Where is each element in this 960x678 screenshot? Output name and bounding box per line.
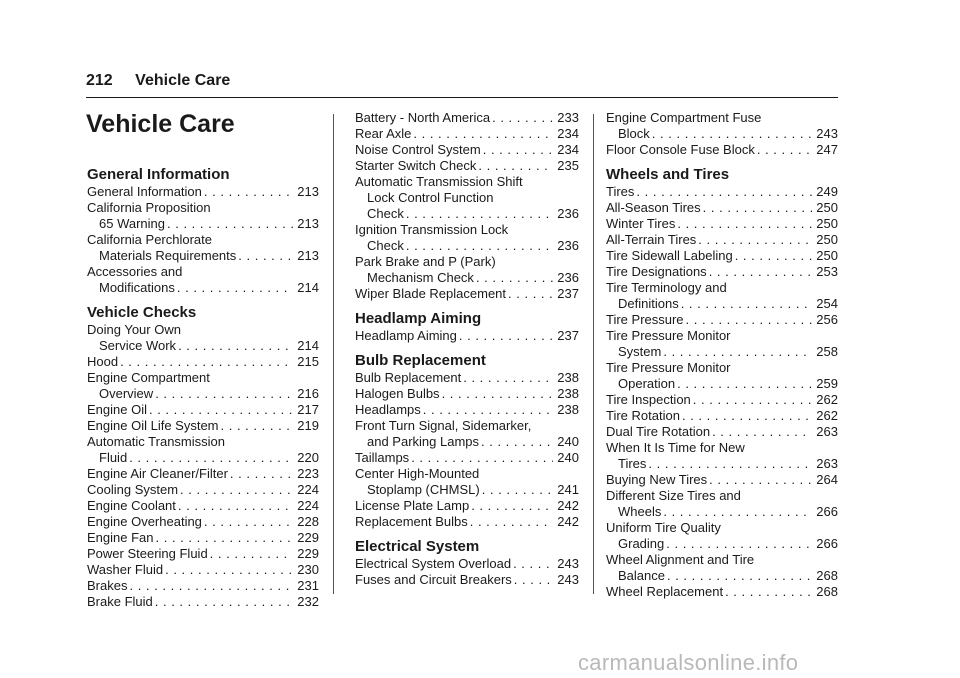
toc-entry	[355, 206, 579, 222]
toc-entry-label: Tires	[618, 456, 647, 471]
toc-page-number: 268	[816, 568, 838, 583]
toc-entry-text: Center High-Mounted	[355, 466, 480, 481]
dot-leader	[470, 514, 554, 530]
section-heading: Electrical System	[355, 538, 480, 555]
page-number: 212	[86, 72, 113, 89]
toc-entry-label: System	[618, 344, 662, 359]
toc-entry-label: Modifications	[99, 280, 175, 295]
toc-entry	[355, 450, 579, 466]
dot-leader	[238, 248, 293, 264]
toc-entry-label: Check	[367, 238, 404, 253]
toc-entry	[87, 498, 319, 514]
dot-leader	[663, 504, 812, 520]
dot-leader	[514, 572, 554, 588]
dot-leader	[677, 376, 812, 392]
dot-leader	[681, 296, 813, 312]
toc-entry	[87, 354, 319, 370]
toc-page-number: 240	[557, 450, 579, 465]
toc-page-number: 242	[557, 514, 579, 529]
toc-entry	[87, 514, 319, 530]
toc-page-number: 263	[816, 424, 838, 439]
toc-entry	[606, 408, 838, 424]
toc-entry-label: Taillamps	[355, 450, 410, 465]
toc-entry	[606, 568, 838, 584]
toc-page-number: 238	[557, 402, 579, 417]
toc-page-number: 237	[557, 286, 579, 301]
toc-entry-text: Different Size Tires and	[606, 488, 741, 503]
section-heading: Headlamp Aiming	[355, 310, 482, 327]
toc-entry-label: Check	[367, 206, 404, 221]
dot-leader	[666, 536, 812, 552]
toc-entry	[87, 482, 319, 498]
toc-entry-text: Engine Compartment	[87, 370, 210, 385]
toc-entry-text: Tire Pressure Monitor	[606, 360, 731, 375]
toc-entry-label: Cooling System	[87, 482, 179, 497]
toc-page-number: 268	[816, 584, 838, 599]
toc-page-number: 233	[557, 110, 579, 125]
toc-entry-label: Replacement Bulbs	[355, 514, 468, 529]
toc-entry	[606, 200, 838, 216]
dot-leader	[463, 370, 553, 386]
toc-entry	[606, 392, 838, 408]
toc-page-number: 236	[557, 270, 579, 285]
toc-column-1	[87, 166, 319, 610]
toc-page-number: 234	[557, 142, 579, 157]
toc-page-number: 237	[557, 328, 579, 343]
toc-entry-label: Engine Overheating	[87, 514, 202, 529]
dot-leader	[476, 270, 553, 286]
toc-page-number: 215	[297, 354, 319, 369]
toc-entry	[606, 536, 838, 552]
dot-leader	[682, 408, 812, 424]
toc-entry	[87, 450, 319, 466]
toc-entry	[87, 216, 319, 232]
dot-leader	[156, 530, 294, 546]
toc-entry-label: Battery - North America	[355, 110, 491, 125]
toc-page-number: 256	[816, 312, 838, 327]
toc-entry-label: Winter Tires	[606, 216, 676, 231]
toc-entry	[606, 232, 838, 248]
toc-entry-label: Engine Oil Life System	[87, 418, 219, 433]
dot-leader	[648, 456, 812, 472]
watermark: carmanualsonline.info	[578, 650, 799, 675]
toc-entry-label: Engine Fan	[87, 530, 154, 545]
toc-page-number: 231	[297, 578, 319, 593]
toc-entry-label: Stoplamp (CHMSL)	[367, 482, 480, 497]
toc-entry	[87, 418, 319, 434]
dot-leader	[686, 312, 813, 328]
toc-entry	[87, 562, 319, 578]
toc-entry-text: Ignition Transmission Lock	[355, 222, 509, 237]
page-header	[86, 72, 230, 90]
toc-entry	[87, 594, 319, 610]
toc-entry-text: Doing Your Own	[87, 322, 181, 337]
toc-entry	[355, 158, 579, 174]
dot-leader	[204, 184, 293, 200]
toc-entry-label: Tire Rotation	[606, 408, 680, 423]
toc-page-number: 213	[297, 184, 319, 199]
toc-entry	[87, 578, 319, 594]
toc-entry-label: Service Work	[99, 338, 177, 353]
dot-leader	[411, 450, 553, 466]
toc-entry	[606, 504, 838, 520]
toc-entry-label: Balance	[618, 568, 665, 583]
toc-entry-label: All-Season Tires	[606, 200, 701, 215]
toc-page-number: 253	[816, 264, 838, 279]
toc-entry-text: California Proposition	[87, 200, 211, 215]
toc-entry-label: Tire Sidewall Labeling	[606, 248, 733, 263]
toc-page-number: 229	[297, 546, 319, 561]
toc-page-number: 247	[816, 142, 838, 157]
toc-page-number: 216	[297, 386, 319, 401]
toc-page-number: 250	[816, 232, 838, 247]
toc-page-number: 240	[557, 434, 579, 449]
dot-leader	[492, 110, 553, 126]
header-rule	[86, 97, 838, 98]
chapter-title: Vehicle Care	[86, 110, 235, 138]
toc-entry	[355, 286, 579, 302]
dot-leader	[210, 546, 294, 562]
dot-leader	[177, 280, 293, 296]
toc-page-number: 262	[816, 392, 838, 407]
toc-entry	[87, 338, 319, 354]
toc-entry-label: 65 Warning	[99, 216, 165, 231]
dot-leader	[652, 126, 813, 142]
toc-entry	[355, 238, 579, 254]
toc-entry	[355, 370, 579, 386]
toc-page-number: 230	[297, 562, 319, 577]
dot-leader	[406, 206, 553, 222]
toc-page-number: 236	[557, 206, 579, 221]
dot-leader	[167, 216, 293, 232]
dot-leader	[481, 434, 553, 450]
toc-entry-label: Tire Inspection	[606, 392, 691, 407]
toc-entry-label: Fluid	[99, 450, 128, 465]
dot-leader	[709, 264, 813, 280]
toc-entry-label: Noise Control System	[355, 142, 481, 157]
toc-page-number: 259	[816, 376, 838, 391]
toc-entry-label: and Parking Lamps	[367, 434, 480, 449]
toc-entry-label: Brake Fluid	[87, 594, 153, 609]
toc-page-number: 235	[557, 158, 579, 173]
toc-entry-label: Definitions	[618, 296, 679, 311]
dot-leader	[636, 184, 812, 200]
toc-page-number: 219	[297, 418, 319, 433]
toc-page-number: 238	[557, 386, 579, 401]
toc-page-number: 243	[816, 126, 838, 141]
toc-entry-label: Mechanism Check	[367, 270, 474, 285]
toc-entry	[606, 344, 838, 360]
dot-leader	[703, 200, 813, 216]
dot-leader	[180, 482, 293, 498]
toc-entry-label: Buying New Tires	[606, 472, 708, 487]
toc-page-number: 234	[557, 126, 579, 141]
toc-column-3	[606, 110, 838, 600]
dot-leader	[677, 216, 812, 232]
toc-entry-label: Rear Axle	[355, 126, 412, 141]
toc-entry-label: Wheel Replacement	[606, 584, 724, 599]
toc-entry-label: Headlamps	[355, 402, 421, 417]
toc-page-number: 224	[297, 498, 319, 513]
dot-leader	[442, 386, 554, 402]
toc-entry	[355, 434, 579, 450]
toc-entry	[355, 498, 579, 514]
toc-entry	[355, 270, 579, 286]
toc-entry-text: Lock Control Function	[367, 190, 494, 205]
toc-entry-label: Operation	[618, 376, 676, 391]
toc-page-number: 217	[297, 402, 319, 417]
dot-leader	[129, 578, 293, 594]
dot-leader	[423, 402, 554, 418]
toc-page-number: 243	[557, 572, 579, 587]
toc-entry	[606, 424, 838, 440]
toc-entry-text: Engine Compartment Fuse	[606, 110, 762, 125]
dot-leader	[693, 392, 813, 408]
toc-entry	[87, 280, 319, 296]
toc-entry-text: Tire Terminology and	[606, 280, 727, 295]
toc-page-number: 258	[816, 344, 838, 359]
toc-entry-label: Starter Switch Check	[355, 158, 477, 173]
dot-leader	[406, 238, 553, 254]
toc-entry-label: Block	[618, 126, 650, 141]
toc-entry	[355, 328, 579, 344]
toc-entry	[606, 184, 838, 200]
running-title: Vehicle Care	[135, 72, 231, 89]
toc-page-number: 228	[297, 514, 319, 529]
section-heading: Bulb Replacement	[355, 352, 486, 369]
toc-entry-label: Brakes	[87, 578, 128, 593]
toc-page-number: 232	[297, 594, 319, 609]
dot-leader	[667, 568, 812, 584]
dot-leader	[725, 584, 812, 600]
toc-entry-label: Power Steering Fluid	[87, 546, 208, 561]
toc-entry	[606, 296, 838, 312]
toc-entry-label: Electrical System Overload	[355, 556, 512, 571]
dot-leader	[482, 482, 554, 498]
dot-leader	[712, 424, 812, 440]
toc-entry	[606, 584, 838, 600]
toc-entry-label: Materials Requirements	[99, 248, 237, 263]
section-heading: General Information	[87, 166, 230, 183]
toc-page-number: 220	[297, 450, 319, 465]
dot-leader	[129, 450, 293, 466]
toc-entry-label: Washer Fluid	[87, 562, 164, 577]
toc-entry	[87, 386, 319, 402]
toc-entry	[606, 456, 838, 472]
toc-entry	[355, 514, 579, 530]
dot-leader	[155, 594, 294, 610]
toc-entry-label: Engine Coolant	[87, 498, 176, 513]
dot-leader	[483, 142, 554, 158]
toc-entry-text: Tire Pressure Monitor	[606, 328, 731, 343]
dot-leader	[221, 418, 294, 434]
toc-entry	[355, 572, 579, 588]
toc-entry	[606, 312, 838, 328]
dot-leader	[413, 126, 553, 142]
toc-entry	[355, 110, 579, 126]
toc-entry	[355, 126, 579, 142]
toc-entry-label: Fuses and Circuit Breakers	[355, 572, 512, 587]
dot-leader	[120, 354, 293, 370]
toc-page-number: 241	[557, 482, 579, 497]
dot-leader	[663, 344, 812, 360]
toc-entry-label: Bulb Replacement	[355, 370, 462, 385]
toc-entry-text: Wheel Alignment and Tire	[606, 552, 755, 567]
toc-entry-label: Headlamp Aiming	[355, 328, 457, 343]
toc-page-number: 263	[816, 456, 838, 471]
dot-leader	[165, 562, 293, 578]
toc-entry-text: Uniform Tire Quality	[606, 520, 721, 535]
dot-leader	[471, 498, 553, 514]
dot-leader	[149, 402, 293, 418]
toc-entry-label: Floor Console Fuse Block	[606, 142, 755, 157]
toc-entry-label: Dual Tire Rotation	[606, 424, 711, 439]
toc-page-number: 266	[816, 536, 838, 551]
toc-page-number: 250	[816, 248, 838, 263]
toc-entry	[87, 402, 319, 418]
toc-entry	[606, 472, 838, 488]
toc-page-number: 214	[297, 280, 319, 295]
dot-leader	[459, 328, 553, 344]
toc-entry-label: Tires	[606, 184, 635, 199]
toc-page-number: 229	[297, 530, 319, 545]
toc-page-number: 262	[816, 408, 838, 423]
dot-leader	[478, 158, 553, 174]
toc-entry-label: Overview	[99, 386, 154, 401]
toc-entry-text: Automatic Transmission Shift	[355, 174, 523, 189]
toc-entry-label: Wheels	[618, 504, 662, 519]
toc-entry	[606, 376, 838, 392]
dot-leader	[230, 466, 293, 482]
toc-entry	[355, 402, 579, 418]
dot-leader	[155, 386, 293, 402]
toc-page-number: 250	[816, 200, 838, 215]
section-heading: Wheels and Tires	[606, 166, 730, 183]
toc-entry-text: Front Turn Signal, Sidemarker,	[355, 418, 532, 433]
toc-entry-text: Automatic Transmission	[87, 434, 225, 449]
toc-page-number: 264	[816, 472, 838, 487]
toc-entry-text: Accessories and	[87, 264, 183, 279]
toc-entry-label: Halogen Bulbs	[355, 386, 440, 401]
toc-entry	[355, 142, 579, 158]
toc-entry	[87, 466, 319, 482]
toc-entry	[87, 184, 319, 200]
toc-entry-label: Tire Designations	[606, 264, 707, 279]
toc-page-number: 250	[816, 216, 838, 231]
toc-page-number: 236	[557, 238, 579, 253]
toc-page-number: 266	[816, 504, 838, 519]
toc-page-number: 213	[297, 216, 319, 231]
dot-leader	[513, 556, 553, 572]
dot-leader	[508, 286, 553, 302]
toc-entry	[87, 530, 319, 546]
toc-page-number: 249	[816, 184, 838, 199]
toc-page-number: 223	[297, 466, 319, 481]
toc-entry-label: Hood	[87, 354, 119, 369]
toc-page-number: 254	[816, 296, 838, 311]
dot-leader	[178, 338, 293, 354]
toc-entry	[606, 216, 838, 232]
toc-entry	[87, 546, 319, 562]
toc-entry	[606, 248, 838, 264]
toc-page-number: 243	[557, 556, 579, 571]
toc-entry-label: Grading	[618, 536, 665, 551]
toc-entry	[355, 386, 579, 402]
toc-entry	[606, 142, 838, 158]
toc-entry	[606, 264, 838, 280]
toc-entry-label: Engine Air Cleaner/Filter	[87, 466, 228, 481]
dot-leader	[204, 514, 293, 530]
toc-entry-label: Wiper Blade Replacement	[355, 286, 507, 301]
toc-column-2	[355, 110, 579, 588]
toc-entry-label: All-Terrain Tires	[606, 232, 697, 247]
toc-entry-text: When It Is Time for New	[606, 440, 745, 455]
dot-leader	[757, 142, 812, 158]
column-divider-2	[593, 114, 594, 594]
toc-entry	[87, 248, 319, 264]
toc-entry-text: Park Brake and P (Park)	[355, 254, 496, 269]
toc-entry-label: License Plate Lamp	[355, 498, 470, 513]
toc-page-number: 224	[297, 482, 319, 497]
toc-entry	[606, 126, 838, 142]
section-heading: Vehicle Checks	[87, 304, 197, 321]
toc-entry-label: Engine Oil	[87, 402, 147, 417]
toc-entry	[355, 556, 579, 572]
dot-leader	[735, 248, 813, 264]
toc-page-number: 213	[297, 248, 319, 263]
dot-leader	[709, 472, 812, 488]
toc-entry-text: California Perchlorate	[87, 232, 213, 247]
toc-page-number: 214	[297, 338, 319, 353]
toc-page-number: 238	[557, 370, 579, 385]
toc-entry-label: General Information	[87, 184, 202, 199]
toc-entry	[355, 482, 579, 498]
column-divider-1	[333, 114, 334, 594]
dot-leader	[698, 232, 812, 248]
toc-entry-label: Tire Pressure	[606, 312, 684, 327]
toc-page-number: 242	[557, 498, 579, 513]
dot-leader	[178, 498, 293, 514]
